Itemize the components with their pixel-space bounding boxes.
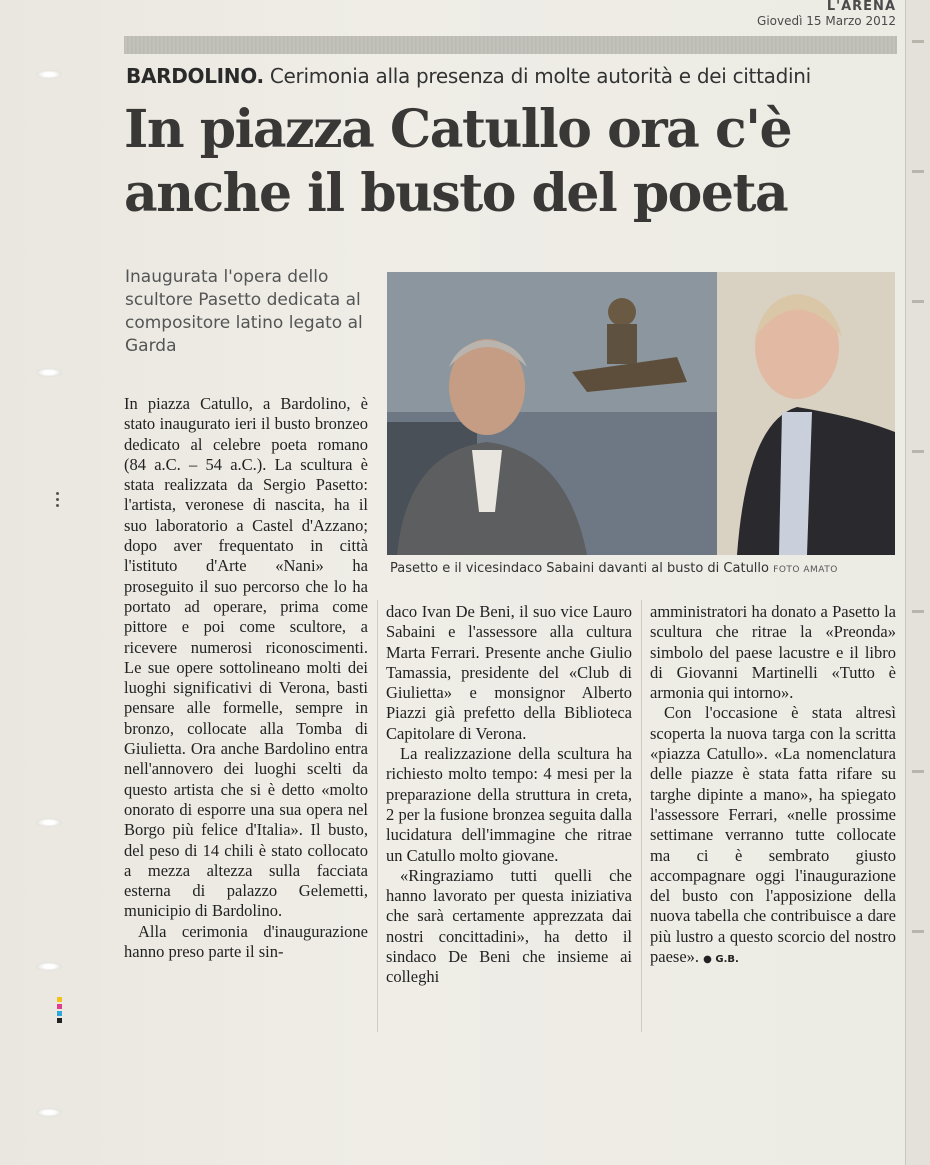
kicker-place: BARDOLINO. bbox=[126, 64, 264, 88]
article-column-1 bbox=[124, 394, 368, 962]
paragraph: daco Ivan De Beni, il suo vice Lauro Sabaini e l'assessore alla cultura Marta Ferrari. Presente anche Giulio Tamassia, presidente del «Club di Giulietta» e monsignor Alberto Piazzi già prefetto della Biblioteca Capitolare di Verona. bbox=[386, 602, 632, 743]
paragraph: La realizzazione della scultura ha richiesto molto tempo: 4 mesi per la preparazione della struttura in creta, 2 per la fusione bronzea seguita dalla lucidatura dell'immagine che ritrae un Catullo molto giovane. bbox=[386, 744, 632, 865]
paragraph: «Ringraziamo tutti quelli che hanno lavorato per questa iniziativa che sarà certamente apprezzata dai nostri concittadini», ha detto il sindaco De Beni che insieme ai colleghi bbox=[386, 865, 632, 987]
adjacent-text-mark bbox=[912, 610, 924, 613]
kicker-text: Cerimonia alla presenza di molte autorità e dei cittadini bbox=[269, 64, 811, 88]
photo-credit: FOTO AMATO bbox=[773, 565, 838, 575]
headline-line-1: In piazza Catullo ora c'è bbox=[124, 99, 792, 160]
article-column-3 bbox=[650, 602, 896, 970]
adjacent-text-mark bbox=[912, 170, 924, 173]
headline bbox=[124, 98, 904, 226]
article-column-2 bbox=[386, 602, 632, 988]
color-swatch-yellow bbox=[57, 997, 62, 1002]
adjacent-text-mark bbox=[912, 450, 924, 453]
newspaper-name: L'ARENA bbox=[826, 0, 896, 14]
headline-line-2: anche il busto del poeta bbox=[124, 163, 788, 224]
column-divider bbox=[377, 600, 378, 1032]
subheadline: Inaugurata l'opera dello scultore Pasetto dedicata al compositore latino legato al Garda bbox=[125, 267, 363, 356]
punch-hole bbox=[36, 70, 62, 79]
adjacent-text-mark bbox=[912, 770, 924, 773]
punch-hole bbox=[36, 962, 62, 971]
adjacent-text-mark bbox=[912, 40, 924, 43]
adjacent-text-mark bbox=[912, 930, 924, 933]
kicker bbox=[126, 64, 906, 88]
masthead bbox=[757, 0, 896, 28]
color-swatch-magenta bbox=[57, 1004, 62, 1009]
publication-date: Giovedì 15 Marzo 2012 bbox=[757, 14, 896, 28]
punch-hole bbox=[36, 368, 62, 377]
color-swatch-cyan bbox=[57, 1011, 62, 1016]
paragraph: In piazza Catullo, a Bardolino, è stato inaugurato ieri il busto bronzeo dedicato al celebre poeta romano (84 a.C. – 54 a.C.). La scultura è stata realizzata da Sergio Pasetto: l'artista, veronese di nascita, ha il suo laboratorio a Castel d'Azzano; dopo aver frequentato in città l'istituto d'Arte «Nani» ha proseguito il suo percorso che lo ha portato ad operare, prima come pittore e poi come scultore, a ricevere numerosi riconoscimenti. Le sue opere sottolineano molti dei luoghi significativi di Verona, basti pensare alle formelle, sempre in bronzo, collocate alla Tomba di Giulietta. Ora anche Bardolino entra nell'annovero dei luoghi scelti da questo artista che si è detto «molto onorato di esporre una sua opera nel Borgo più felice d'Italia». Il busto, del peso di 14 chili è stato collocato a mezza altezza sulla facciata esterna di palazzo Gelemetti, municipio di Bardolino. bbox=[124, 394, 368, 921]
paragraph: Alla cerimonia d'inaugurazione hanno preso parte il sin- bbox=[124, 921, 368, 962]
paragraph bbox=[650, 703, 896, 970]
article-photo bbox=[387, 272, 895, 555]
punch-hole bbox=[36, 1108, 62, 1117]
paragraph: amministratori ha donato a Pasetto la scultura che ritrae la «Preonda» simbolo del paese lacustre e il libro di Giovanni Martinelli «Tutto è armonia qui intorno». bbox=[650, 602, 896, 703]
punch-hole bbox=[36, 818, 62, 827]
photo-illustration bbox=[387, 272, 895, 555]
section-rule bbox=[124, 36, 897, 54]
adjacent-page-edge bbox=[905, 0, 930, 1165]
registration-dots bbox=[56, 492, 59, 510]
paragraph-text: Con l'occasione è stata altresì scoperta la nuova targa con la scritta «piazza Catullo». «La nomenclatura delle piazze è stata fatta rifare su targhe dipinte a mano», ha spiegato l'assessore Ferrari, «nelle prossime settimane verranno tutte collocate ma ci è sembrato giusto accompagnare oggi l'inaugurazione del busto con l'apposizione della nuova tabella che contribuisce a dare più lustro a questo scorcio del nostro paese». bbox=[650, 703, 896, 967]
photo-caption bbox=[390, 561, 896, 576]
column-divider bbox=[641, 600, 642, 1032]
adjacent-text-mark bbox=[912, 300, 924, 303]
author-signature: ● G.B. bbox=[703, 954, 739, 966]
caption-text: Pasetto e il vicesindaco Sabaini davanti al busto di Catullo bbox=[390, 561, 769, 576]
color-swatch-black bbox=[57, 1018, 62, 1023]
